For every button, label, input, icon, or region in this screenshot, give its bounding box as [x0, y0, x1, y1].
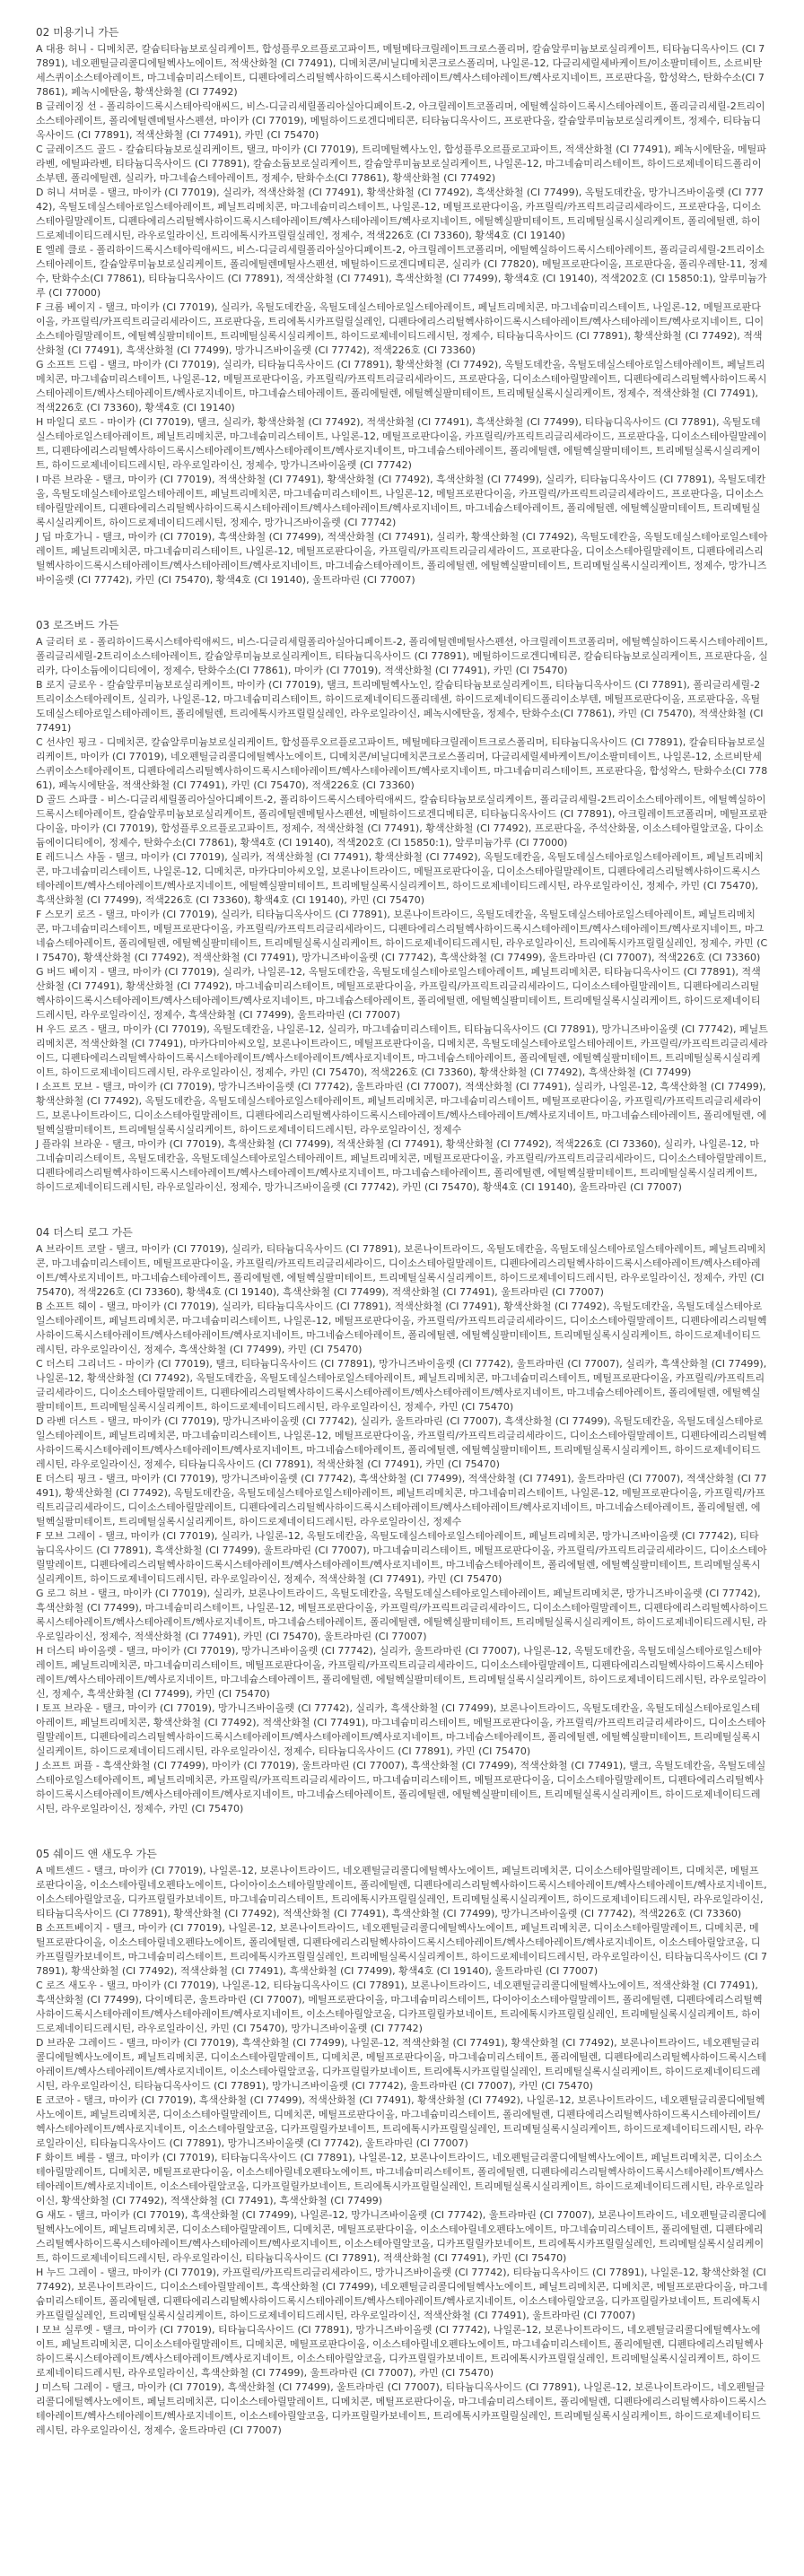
- ingredient-item: J 소프트 퍼플 - 흑색산화철 (CI 77499), 마이카 (CI 77019), 울트라마린 (CI 77007), 흑색산화철 (CI 77499), 적색산화철 (CI 77491), 탤크, 옥틸도데칸올, 옥틸도데실스테아로일스테아레이트, 페닐트리메치콘, 카프릴릭/카프릭트리글리세라이드, 마그네슘미리스테이트, 메틸프로판다이올, 디이소스테아릴말레이트, 디펜타에리스리틸헥사하이드록시스테아레이트/헥사스테아레이트/헥사로지네이트, 마그네슘스테아레이트, 폴리에틸렌, 에틸헥실팔미테이트, 트리메틸실록시실리케이트, 하이드로제네이티드레시틴, 라우로일라이신, 정제수, 카민 (CI 75470): [36, 1760, 766, 1815]
- ingredient-item: E 더스티 핑크 - 탤크, 마이카 (CI 77019), 망가니즈바이올렛 (CI 77742), 흑색산화철 (CI 77499), 적색산화철 (CI 77491), 울트라마린 (CI 77007), 적색산화철 (CI 77491), 황색산화철 (CI 77492), 옥틸도데칸올, 옥틸도데실스테아로일스테아레이트, 페닐트리메치콘, 마그네슘미리스테이트, 나일론-12, 메틸프로판다이올, 카프릴릭/카프릭트리글리세라이드, 디이소스테아릴말레이트, 디펜타에리스리틸헥사하이드록시스테아레이트/헥사스테아레이트/헥사로지네이트, 마그네슘스테아레이트, 폴리에틸렌, 에틸헥실팔미테이트, 트리메틸실록시실리케이트, 하이드로제네이티드레시틴, 라우로일라이신, 정제수: [36, 1473, 767, 1527]
- ingredient-item: D 골드 스파클 - 비스-디글리세릴폴리아실아디페이트-2, 폴리하이드록시스테아릭애씨드, 칼슘티타늄보로실리케이트, 폴리글리세릴-2트리이소스테아레이트, 에틸헥실하이드록시스테아레이트, 칼슘알루미늄보로실리케이트, 폴리에틸렌메틸사스펜션, 메틸하이드로겐디메티콘, 티타늄디옥사이드 (CI 77891), 아크릴레이트코폴리머, 메틸프로판다이올, 마이카 (CI 77019), 합성플루오르플로고파이트, 정제수, 적색산화철 (CI 77491), 황색산화철 (CI 77492), 프로판다올, 주석산화물, 이소스테아릴알코올, 다이소듐에이디티에이, 정제수, 탄화수소(CI 77861), 황색4호 (CI 19140), 적색202호 (CI 15850:1), 알루미늄가루 (CI 77000): [36, 794, 768, 849]
- section-03: [36, 618, 768, 1195]
- ingredient-item: E 코코아 - 탤크, 마이카 (CI 77019), 흑색산화철 (CI 77499), 적색산화철 (CI 77491), 황색산화철 (CI 77492), 나일론-12, 보론나이트라이드, 네오펜틸글리콜디에틸헥사노에이트, 페닐트리메치콘, 디이소스테아릴말레이트, 디메치콘, 메틸프로판다이올, 마그네슘미리스테이트, 폴리에틸렌, 디펜타에리스리틸헥사하이드록시스테아레이트/헥사스테아레이트/헥사로지네이트, 이소스테아릴알코올, 디카프릴릴카보네이트, 트리에톡시카프릴릴실레인, 트리메틸실록시실리케이트, 하이드로제네이티드레시틴, 라우로일라이신, 티타늄디옥사이드 (CI 77891), 망가니즈바이올렛 (CI 77742), 울트라마린 (CI 77007): [36, 2094, 765, 2149]
- section-title: 05 쉐이드 앤 새도우 가든: [36, 1848, 157, 1860]
- ingredient-item: B 소프트베이지 - 탤크, 마이카 (CI 77019), 나일론-12, 보론나이트라이드, 네오펜틸글리콜디에틸헥사노에이트, 페닐트리메치콘, 디이소스테아릴말레이트, 디메치콘, 메틸프로판다이올, 이소스테아릴네오펜타노에이트, 폴리에틸렌, 디펜타에리스리틸헥사하이드록시스테아레이트/헥사스테아레이트/헥사로지네이트, 이소스테아릴알코올, 디카프릴릴카보네이트, 마그네슘미리스테이트, 트리에톡시카프릴릴실레인, 트리메틸실록시실리케이트, 하이드로제네이티드레시틴, 라우로일라이신, 티타늄디옥사이드 (CI 77891), 황색산화철 (CI 77492), 적색산화철 (CI 77491), 흑색산화철 (CI 77499), 황색4호 (CI 19140), 울트라마린 (CI 77007): [36, 1922, 767, 1977]
- ingredient-item: G 소프트 드림 - 탤크, 마이카 (CI 77019), 실리카, 티타늄디옥사이드 (CI 77891), 황색산화철 (CI 77492), 옥틸도데칸올, 옥틸도데실스테아로일스테아레이트, 페닐트리메치콘, 마그네슘미리스테이트, 나일론-12, 메틸프로판다이올, 카프릴릭/카프릭트리글리세라이드, 프로판다올, 디이소스테아릴말레이트, 디펜타에리스리틸헥사하이드록시스테아레이트/헥사스테아레이트/헥사로지네이트, 마그네슘스테아레이트, 폴리에틸렌, 에틸헥실팔미테이트, 트리메틸실록시실리케이트, 정제수, 적색산화철 (CI 77491), 적색226호 (CI 73360), 황색4호 (CI 19140): [36, 359, 767, 413]
- ingredient-item: J 플라워 브라운 - 탤크, 마이카 (CI 77019), 흑색산화철 (CI 77499), 적색산화철 (CI 77491), 황색산화철 (CI 77492), 적색226호 (CI 73360), 실리카, 나일론-12, 마그네슘미리스테이트, 옥틸도데칸올, 옥틸도데실스테아로일스테아레이트, 페닐트리메치콘, 메틸프로판다이올, 카프릴릭/카프릭트리글리세라이드, 디이소스테아릴말레이트, 디펜타에리스리틸헥사하이드록시스테아레이트/헥사스테아레이트/헥사로지네이트, 마그네슘스테아레이트, 폴리에틸렌, 에틸헥실팔미테이트, 트리메틸실록시실리케이트, 하이드로제네이티드레시틴, 라우로일라이신, 정제수, 망가니즈바이올렛 (CI 77742), 카민 (CI 75470), 황색4호 (CI 19140), 울트라마린 (CI 77007): [36, 1138, 767, 1193]
- ingredient-item: C 로즈 새도우 - 탤크, 마이카 (CI 77019), 나일론-12, 티타늄디옥사이드 (CI 77891), 보론나이트라이드, 네오펜틸글리콜디에틸헥사노에이트, 적색산화철 (CI 77491), 흑색산화철 (CI 77499), 다이메티콘, 울트라마린 (CI 77007), 메틸프로판다이올, 마그네슘미리스테이트, 다이아이소스테아릴말레이트, 폴리에틸렌, 디펜타에리스리틸헥사하이드록시스테아레이트/헥사스테아레이트/헥사로지네이트, 이소스테아릴알코올, 디카프릴릴카보네이트, 트리에톡시카프릴릴실레인, 트리메틸실록시실리케이트, 하이드로제네이티드레시틴, 라우로일라이신, 카민 (CI 75470), 망가니즈바이올렛 (CI 77742): [36, 1980, 763, 2034]
- section-02: [36, 25, 768, 587]
- section-05: [36, 1847, 768, 2438]
- ingredient-item: A 브라이트 코랄 - 탤크, 마이카 (CI 77019), 실리카, 티타늄디옥사이드 (CI 77891), 보론나이트라이드, 옥틸도데칸올, 옥틸도데실스테아로일스테아레이트, 페닐트리메치콘, 마그네슘미리스테이트, 메틸프로판다이올, 카프릴릭/카프릭트리글리세라이드, 디이소스테아릴말레이트, 디펜타에리스리틸헥사하이드록시스테아레이트/헥사스테아레이트/헥사로지네이트, 마그네슘스테아레이트, 폴리에틸렌, 에틸헥실팔미테이트, 트리메틸실록시실리케이트, 하이드로제네이티드레시틴, 라우로일라이신, 정제수, 카민 (CI 75470), 적색226호 (CI 73360), 황색4호 (CI 19140), 흑색산화철 (CI 77499), 적색산화철 (CI 77491), 울트라마린 (CI 77007): [36, 1243, 766, 1298]
- ingredient-item: J 미스틱 그레이 - 탤크, 마이카 (CI 77019), 흑색산화철 (CI 77499), 울트라마린 (CI 77007), 티타늄디옥사이드 (CI 77891), 나일론-12, 보론나이트라이드, 네오펜틸글리콜디에틸헥사노에이트, 페닐트리메치콘, 디이소스테아릴말레이트, 디메치콘, 메틸프로판다이올, 마그네슘미리스테이트, 폴리에틸렌, 디펜타에리스리틸헥사하이드록시스테아레이트/헥사스테아레이트/헥사로지네이트, 이소스테아릴알코올, 디카프릴릴카보네이트, 트리에톡시카프릴릴실레인, 트리메틸실록시실리케이트, 하이드로제네이티드레시틴, 라우로일라이신, 정제수, 울트라마린 (CI 77007): [36, 2381, 767, 2436]
- ingredient-item: I 소프트 모브 - 탤크, 마이카 (CI 77019), 망가니즈바이올렛 (CI 77742), 울트라마린 (CI 77007), 적색산화철 (CI 77491), 실리카, 나일론-12, 흑색산화철 (CI 77499), 황색산화철 (CI 77492), 옥틸도데칸올, 옥틸도데실스테아로일스테아레이트, 페닐트리메치콘, 마그네슘미리스테이트, 메틸프로판다이올, 카프릴릭/카프릭트리글리세라이드, 보론나이트라이드, 디이소스테아릴말레이트, 디펜타에리스리틸헥사하이드록시스테아레이트/헥사스테아레이트/헥사로지네이트, 마그네슘스테아레이트, 폴리에틸렌, 에틸헥실팔미테이트, 트리메틸실록시실리케이트, 하이드로제네이티드레시틴, 라우로일라이신, 정제수: [36, 1081, 767, 1136]
- ingredient-item: A 글리터 로 - 폴리하이드록시스테아릭애씨드, 비스-디글리세릴폴리아실아디페이트-2, 폴리에틸렌메틸사스펜션, 아크릴레이트코폴리머, 에틸헥실하이드록시스테아레이트, 폴리글리세릴-2트리이소스테아레이트, 칼슘알루미늄보로실리케이트, 티타늄디옥사이드 (CI 77891), 메틸하이드로겐디메티콘, 칼슘티타늄보로실리케이트, 프로판다올, 실리카, 다이소듐에이디티에이, 정제수, 탄화수소(CI 77861), 마이카 (CI 77019), 적색산화철 (CI 77491), 카민 (CI 75470): [36, 636, 768, 676]
- ingredient-item: H 더스티 바이올렛 - 탤크, 마이카 (CI 77019), 망가니즈바이올렛 (CI 77742), 실리카, 울트라마린 (CI 77007), 나일론-12, 옥틸도데칸올, 옥틸도데실스테아로일스테아레이트, 페닐트리메치콘, 마그네슘미리스테이트, 메틸프로판다이올, 카프릴릭/카프릭트리글리세라이드, 디이소스테아릴말레이트, 디펜타에리스리틸헥사하이드록시스테아레이트/헥사스테아레이트/헥사로지네이트, 마그네슘스테아레이트, 폴리에틸렌, 에틸헥실팔미테이트, 트리메틸실록시실리케이트, 하이드로제네이티드레시틴, 라우로일라이신, 정제수, 흑색산화철 (CI 77499), 카민 (CI 75470): [36, 1645, 767, 1700]
- ingredient-item: E 엘레 클로 - 폴리하이드록시스테아릭애씨드, 비스-디글리세릴폴리아실아디페이트-2, 아크릴레이트코폴리머, 에틸헥실하이드록시스테아레이트, 폴리글리세릴-2트리이소스테아레이트, 칼슘알루미늄보로실리케이트, 폴리에틸렌메틸사스펜션, 메틸하이드로겐디메티콘, 실리카 (CI 77820), 메틸프로판다이올, 프로판다올, 폴리우레탄-11, 정제수, 탄화수소(CI 77861), 티타늄디옥사이드 (CI 77891), 적색산화철 (CI 77491), 흑색산화철 (CI 77499), 황색4호 (CI 19140), 적색202호 (CI 15850:1), 알루미늄가루 (CI 77000): [36, 244, 768, 299]
- section-title: 04 더스티 로그 가든: [36, 1226, 133, 1239]
- ingredient-item: E 레드니스 샤돌 - 탤크, 마이카 (CI 77019), 실리카, 적색산화철 (CI 77491), 황색산화철 (CI 77492), 옥틸도데칸올, 옥틸도데실스테아로일스테아레이트, 페닐트리메치콘, 마그네슘미리스테이트, 나일론-12, 디메치콘, 마카다미아씨오일, 보론나이트라이드, 메틸프로판다이올, 디이소스테아릴말레이트, 디펜타에리스리틸헥사하이드록시스테아레이트/헥사스테아레이트/헥사로지네이트, 에틸헥실팔미테이트, 트리메틸실록시실리케이트, 하이드로제네이티드레시틴, 라우로일라이신, 정제수, 카민 (CI 75470), 흑색산화철 (CI 77499), 적색226호 (CI 73360), 황색4호 (CI 19140), 카민 (CI 75470): [36, 851, 764, 906]
- section-04: [36, 1225, 768, 1816]
- ingredient-item: A 메트센드 - 탤크, 마이카 (CI 77019), 나일론-12, 보론나이트라이드, 네오펜틸글리콜디에틸헥사노에이트, 페닐트리메치콘, 디이소스테아릴말레이트, 디메치콘, 메틸프로판다이올, 이소스테아릴네오펜타노에이트, 다이아이소스테아릴말레이트, 폴리에틸렌, 디펜타에리스리틸헥사하이드록시스테아레이트/헥사스테아레이트/헥사로지네이트, 이소스테아릴알코올, 디카프릴릴카보네이트, 마그네슘미리스테이트, 트리에톡시카프릴릴실레인, 트리메틸실록시실리케이트, 하이드로제네이티드레시틴, 라우로일라이신, 티타늄디옥사이드 (CI 77891), 황색산화철 (CI 77492), 적색산화철 (CI 77491), 흑색산화철 (CI 77499), 망가니즈바이올렛 (CI 77742), 적색226호 (CI 73360): [36, 1865, 767, 1919]
- ingredient-item: H 마일디 로드 - 마이카 (CI 77019), 탤크, 실리카, 황색산화철 (CI 77492), 적색산화철 (CI 77491), 흑색산화철 (CI 77499), 티타늄디옥사이드 (CI 77891), 옥틸도데실스테아로일스테아레이트, 페닐트리메치콘, 마그네슘미리스테이트, 나일론-12, 메틸프로판다이올, 카프릴릭/카프릭트리글리세라이드, 프로판다올, 디이소스테아릴말레이트, 디펜타에리스리틸헥사하이드록시스테아레이트/헥사스테아레이트/헥사로지네이트, 마그네슘스테아레이트, 폴리에틸렌, 에틸헥실팔미테이트, 트리메틸실록시실리케이트, 하이드로제네이티드레시틴, 라우로일라이신, 정제수, 망가니즈바이올렛 (CI 77742): [36, 416, 767, 471]
- ingredient-item: I 마른 브라운 - 탤크, 마이카 (CI 77019), 적색산화철 (CI 77491), 황색산화철 (CI 77492), 흑색산화철 (CI 77499), 실리카, 티타늄디옥사이드 (CI 77891), 옥틸도데칸올, 옥틸도데실스테아로일스테아레이트, 페닐트리메치콘, 마그네슘미리스테이트, 나일론-12, 메틸프로판다이올, 카프릴릭/카프릭트리글리세라이드, 프로판다올, 디이소스테아릴말레이트, 디펜타에리스리틸헥사하이드록시스테아레이트/헥사스테아레이트/헥사로지네이트, 마그네슘스테아레이트, 폴리에틸렌, 에틸헥실팔미테이트, 트리메틸실록시실리케이트, 하이드로제네이티드레시틴, 정제수, 망가니즈바이올렛 (CI 77742): [36, 474, 766, 528]
- ingredient-item: H 우드 로즈 - 탤크, 마이카 (CI 77019), 옥틸도데칸올, 나일론-12, 실리카, 마그네슘미리스테이트, 티타늄디옥사이드 (CI 77891), 망가니즈바이올렛 (CI 77742), 페닐트리메치콘, 적색산화철 (CI 77491), 마카다미아씨오일, 보론나이트라이드, 메틸프로판다이올, 디메치콘, 옥틸도데실스테아로일스테아레이트, 카프릴릭/카프릭트리글리세라이드, 디펜타에리스리틸헥사하이드록시스테아레이트/헥사스테아레이트/헥사로지네이트, 마그네슘스테아레이트, 폴리에틸렌, 에틸헥실팔미테이트, 트리메틸실록시실리케이트, 하이드로제네이티드레시틴, 라우로일라이신, 정제수, 카민 (CI 75470), 적색226호 (CI 73360), 황색산화철 (CI 77492), 흑색산화철 (CI 77499): [36, 1023, 768, 1078]
- section-title: 03 로즈버드 가든: [36, 619, 119, 631]
- ingredient-item: I 토프 브라운 - 탤크, 마이카 (CI 77019), 망가니즈바이올렛 (CI 77742), 실리카, 흑색산화철 (CI 77499), 보론나이트라이드, 옥틸도데칸올, 옥틸도데실스테아로일스테아레이트, 페닐트리메치콘, 황색산화철 (CI 77492), 적색산화철 (CI 77491), 마그네슘미리스테이트, 메틸프로판다이올, 카프릴릭/카프릭트리글리세라이드, 디이소스테아릴말레이트, 디펜타에리스리틸헥사하이드록시스테아레이트/헥사스테아레이트/헥사로지네이트, 마그네슘스테아레이트, 폴리에틸렌, 에틸헥실팔미테이트, 트리메틸실록시실리케이트, 하이드로제네이티드레시틴, 라우로일라이신, 정제수, 티타늄디옥사이드 (CI 77891), 카민 (CI 75470): [36, 1702, 766, 1757]
- ingredient-item: I 모브 실루엣 - 탤크, 마이카 (CI 77019), 티타늄디옥사이드 (CI 77891), 망가니즈바이올렛 (CI 77742), 나일론-12, 보론나이트라이드, 네오펜틸글리콜디에틸헥사노에이트, 페닐트리메치콘, 디이소스테아릴말레이트, 디메치콘, 메틸프로판다이올, 이소스테아릴네오펜타노에이트, 마그네슘미리스테이트, 폴리에틸렌, 디펜타에리스리틸헥사하이드록시스테아레이트/헥사스테아레이트/헥사로지네이트, 이소스테아릴알코올, 디카프릴릴카보네이트, 트리에톡시카프릴릴실레인, 트리메틸실록시실리케이트, 하이드로제네이티드레시틴, 라우로일라이신, 흑색산화철 (CI 77499), 울트라마린 (CI 77007), 카민 (CI 75470): [36, 2324, 764, 2379]
- ingredient-item: C 글레이즈드 골드 - 칼슘티타늄보로실리케이트, 탤크, 마이카 (CI 77019), 트리메틸헥사노인, 합성플루오르플로고파이트, 적색산화철 (CI 77491), 페녹시에탄올, 메틸파라벤, 에틸파라벤, 티타늄디옥사이드 (CI 77891), 칼슘소듐보로실리케이트, 칼슘알루미늄보로실리케이트, 나일론-12, 마그네슘미리스테이트, 하이드로제네이티드폴리이소부텐, 폴리에틸렌, 실리카, 마그네슘스테아레이트, 정제수, 탄화수소(CI 77861), 황색산화철 (CI 77492): [36, 144, 766, 184]
- ingredient-item: F 화이트 베를 - 탤크, 마이카 (CI 77019), 티타늄디옥사이드 (CI 77891), 나일론-12, 보론나이트라이드, 네오펜틸글리콜디에틸헥사노에이트, 페닐트리메치콘, 디이소스테아릴말레이트, 디메치콘, 메틸프로판다이올, 이소스테아릴네오펜타노에이트, 마그네슘미리스테이트, 폴리에틸렌, 디펜타에리스리틸헥사하이드록시스테아레이트/헥사스테아레이트/헥사로지네이트, 이소스테아릴알코올, 디카프릴릴카보네이트, 트리에톡시카프릴릴실레인, 트리메틸실록시실리케이트, 하이드로제네이티드레시틴, 라우로일라이신, 황색산화철 (CI 77492), 적색산화철 (CI 77491), 흑색산화철 (CI 77499): [36, 2152, 764, 2206]
- ingredient-item: J 딥 마호가니 - 탤크, 마이카 (CI 77019), 흑색산화철 (CI 77499), 적색산화철 (CI 77491), 실리카, 황색산화철 (CI 77492), 옥틸도데칸올, 옥틸도데실스테아로일스테아레이트, 페닐트리메치콘, 마그네슘미리스테이트, 나일론-12, 메틸프로판다이올, 카프릴릭/카프릭트리글리세라이드, 프로판다올, 디이소스테아릴말레이트, 디펜타에리스리틸헥사하이드록시스테아레이트/헥사스테아레이트/헥사로지네이트, 마그네슘스테아레이트, 폴리에틸렌, 에틸헥실팔미테이트, 트리메틸실록시실리케이트, 정제수, 망가니즈바이올렛 (CI 77742), 카민 (CI 75470), 황색4호 (CI 19140), 울트라마린 (CI 77007): [36, 531, 768, 586]
- ingredient-item: F 크롬 베이지 - 탤크, 마이카 (CI 77019), 실리카, 옥틸도데칸올, 옥틸도데실스테아로일스테아레이트, 페닐트리메치콘, 마그네슘미리스테이트, 나일론-12, 메틸프로판다이올, 카프릴릭/카프릭트리글리세라이드, 프로판다올, 트리에톡시카프릴릴실레인, 디펜타에리스리틸헥사하이드록시스테아레이트/헥사스테아레이트/헥사로지네이트, 디이소스테아릴말레이트, 에틸헥실팔미테이트, 트리메틸실록시실리케이트, 하이드로제네이티드레시틴, 정제수, 티타늄디옥사이드 (CI 77891), 황색산화철 (CI 77492), 적색산화철 (CI 77491), 흑색산화철 (CI 77499), 망가니즈바이올렛 (CI 77742), 적색226호 (CI 73360): [36, 301, 765, 356]
- ingredient-item: F 모브 그레이 - 탤크, 마이카 (CI 77019), 실리카, 나일론-12, 옥틸도데칸올, 옥틸도데실스테아로일스테아레이트, 페닐트리메치콘, 망가니즈바이올렛 (CI 77742), 티타늄디옥사이드 (CI 77891), 흑색산화철 (CI 77499), 울트라마린 (CI 77007), 마그네슘미리스테이트, 메틸프로판다이올, 카프릴릭/카프릭트리글리세라이드, 디이소스테아릴말레이트, 디펜타에리스리틸헥사하이드록시스테아레이트/헥사스테아레이트/헥사로지네이트, 마그네슘스테아레이트, 폴리에틸렌, 에틸헥실팔미테이트, 트리메틸실록시실리케이트, 하이드로제네이티드레시틴, 라우로일라이신, 정제수, 적색산화철 (CI 77491), 카민 (CI 75470): [36, 1530, 767, 1585]
- section-title: 02 미용기니 가든: [36, 26, 119, 39]
- ingredient-item: F 스모키 로즈 - 탤크, 마이카 (CI 77019), 실리카, 티타늄디옥사이드 (CI 77891), 보론나이트라이드, 옥틸도데칸올, 옥틸도데실스테아로일스테아레이트, 페닐트리메치콘, 마그네슘미리스테이트, 메틸프로판다이올, 카프릴릭/카프릭트리글리세라이드, 디펜타에리스리틸헥사하이드록시스테아레이트/헥사스테아레이트/헥사로지네이트, 마그네슘스테아레이트, 폴리에틸렌, 에틸헥실팔미테이트, 트리메틸실록시실리케이트, 하이드로제네이티드레시틴, 라우로일라이신, 트리에톡시카프릴릴실레인, 정제수, 카민 (CI 75470), 황색산화철 (CI 77492), 적색산화철 (CI 77491), 망가니즈바이올렛 (CI 77742), 흑색산화철 (CI 77499), 울트라마린 (CI 77007), 적색226호 (CI 73360): [36, 909, 768, 963]
- ingredient-item: G 로그 허브 - 탤크, 마이카 (CI 77019), 실리카, 보론나이트라이드, 옥틸도데칸올, 옥틸도데실스테아로일스테아레이트, 페닐트리메치콘, 망가니즈바이올렛 (CI 77742), 흑색산화철 (CI 77499), 마그네슘미리스테이트, 나일론-12, 메틸프로판다이올, 카프릴릭/카프릭트리글리세라이드, 디이소스테아릴말레이트, 디펜타에리스리틸헥사하이드록시스테아레이트/헥사스테아레이트/헥사로지네이트, 마그네슘스테아레이트, 폴리에틸렌, 에틸헥실팔미테이트, 트리메틸실록시실리케이트, 하이드로제네이티드레시틴, 라우로일라이신, 정제수, 적색산화철 (CI 77491), 카민 (CI 75470), 울트라마린 (CI 77007): [36, 1588, 768, 1642]
- ingredient-item: D 브라운 그레이드 - 탤크, 마이카 (CI 77019), 흑색산화철 (CI 77499), 나일론-12, 적색산화철 (CI 77491), 황색산화철 (CI 77492), 보론나이트라이드, 네오펜틸글리콜디에틸헥사노에이트, 페닐트리메치콘, 디이소스테아릴말레이트, 디메치콘, 메틸프로판다이올, 마그네슘미리스테이트, 폴리에틸렌, 디펜타에리스리틸헥사하이드록시스테아레이트/헥사스테아레이트/헥사로지네이트, 이소스테아릴알코올, 디카프릴릴카보네이트, 트리에톡시카프릴릴실레인, 트리메틸실록시실리케이트, 하이드로제네이티드레시틴, 라우로일라이신, 티타늄디옥사이드 (CI 77891), 망가니즈바이올렛 (CI 77742), 울트라마린 (CI 77007), 카민 (CI 75470): [36, 2037, 767, 2092]
- ingredient-item: D 허니 셔머룬 - 탤크, 마이카 (CI 77019), 실리카, 적색산화철 (CI 77491), 황색산화철 (CI 77492), 흑색산화철 (CI 77499), 옥틸도데칸올, 망가니즈바이올렛 (CI 77742), 옥틸도데실스테아로일스테아레이트, 페닐트리메치콘, 마그네슘미리스테이트, 나일론-12, 메틸프로판다이올, 카프릴릭/카프릭트리글리세라이드, 프로판다올, 디이소스테아릴말레이트, 디펜타에리스리틸헥사하이드록시스테아레이트/헥사스테아레이트/헥사로지네이트, 에틸헥실팔미테이트, 트리메틸실록시실리케이트, 폴리에틸렌, 하이드로제네이티드레시틴, 라우로일라이신, 트리에톡시카프릴릴실레인, 정제수, 적색226호 (CI 73360), 황색4호 (CI 19140): [36, 187, 764, 241]
- ingredient-item: B 소프트 헤이 - 탤크, 마이카 (CI 77019), 실리카, 티타늄디옥사이드 (CI 77891), 적색산화철 (CI 77491), 황색산화철 (CI 77492), 옥틸도데칸올, 옥틸도데실스테아로일스테아레이트, 페닐트리메치콘, 마그네슘미리스테이트, 나일론-12, 메틸프로판다이올, 카프릴릭/카프릭트리글리세라이드, 디이소스테아릴말레이트, 디펜타에리스리틸헥사하이드록시스테아레이트/헥사스테아레이트/헥사로지네이트, 마그네슘스테아레이트, 폴리에틸렌, 에틸헥실팔미테이트, 트리메틸실록시실리케이트, 하이드로제네이티드레시틴, 라우로일라이신, 정제수, 흑색산화철 (CI 77499), 카민 (CI 75470): [36, 1301, 767, 1355]
- ingredient-item: G 버드 베이지 - 탤크, 마이카 (CI 77019), 실리카, 나일론-12, 옥틸도데칸올, 옥틸도데실스테아로일스테아레이트, 페닐트리메치콘, 티타늄디옥사이드 (CI 77891), 적색산화철 (CI 77491), 황색산화철 (CI 77492), 마그네슘미리스테이트, 메틸프로판다이올, 카프릴릭/카프릭트리글리세라이드, 디이소스테아릴말레이트, 디펜타에리스리틸헥사하이드록시스테아레이트/헥사스테아레이트/헥사로지네이트, 마그네슘스테아레이트, 폴리에틸렌, 에틸헥실팔미테이트, 트리메틸실록시실리케이트, 하이드로제네이티드레시틴, 라우로일라이신, 정제수, 흑색산화철 (CI 77499), 울트라마린 (CI 77007): [36, 966, 761, 1021]
- ingredient-item: B 로지 글로우 - 칼슘알루미늄보로실리케이트, 마이카 (CI 77019), 탤크, 트리메틸헥사노인, 칼슘티타늄보로실리케이트, 티타늄디옥사이드 (CI 77891), 폴리글리세릴-2트리이소스테아레이트, 실리카, 나일론-12, 마그네슘미리스테이트, 하이드로제네이티드폴리데센, 하이드로제네이티드폴리이소부텐, 메틸프로판다이올, 프로판다올, 옥틸도데실스테아로일스테아레이트, 폴리에틸렌, 트리에톡시카프릴릴실레인, 라우로일라이신, 페녹시에탄올, 정제수, 탄화수소(CI 77861), 카민 (CI 75470), 적색산화철 (CI 77491): [36, 679, 764, 734]
- ingredient-item: C 선샤인 핑크 - 디메치콘, 칼슘알루미늄보로실리케이트, 합성플루오르플로고파이트, 메틸메타크릴레이트크로스폴리머, 티타늄디옥사이드 (CI 77891), 칼슘티타늄보로실리케이트, 마이카 (CI 77019), 네오펜틸글리콜디에틸헥사노에이트, 디메치콘/비닐디메치콘크로스폴리머, 다글리세릴세바케이트/이소팔미테이트, 나일론-12, 소르비탄세스퀴이소스테아레이트, 디펜타에리스리틸헥사하이드록시스테아레이트/헥사스테아레이트/헥사로지네이트, 마그네슘미리스테이트, 프로판다올, 합성왁스, 탄화수소(CI 77861), 페녹시에탄올, 적색산화철 (CI 77491), 카민 (CI 75470), 적색226호 (CI 73360): [36, 736, 768, 791]
- ingredient-item: C 더스티 그리너드 - 마이카 (CI 77019), 탤크, 티타늄디옥사이드 (CI 77891), 망가니즈바이올렛 (CI 77742), 울트라마린 (CI 77007), 실리카, 흑색산화철 (CI 77499), 나일론-12, 황색산화철 (CI 77492), 옥틸도데칸올, 옥틸도데실스테아로일스테아레이트, 페닐트리메치콘, 마그네슘미리스테이트, 메틸프로판다이올, 카프릴릭/카프릭트리글리세라이드, 디이소스테아릴말레이트, 디펜타에리스리틸헥사하이드록시스테아레이트/헥사스테아레이트/헥사로지네이트, 마그네슘스테아레이트, 폴리에틸렌, 에틸헥실팔미테이트, 트리메틸실록시실리케이트, 하이드로제네이티드레시틴, 라우로일라이신, 정제수, 카민 (CI 75470): [36, 1358, 767, 1413]
- ingredient-item: D 라벤 더스트 - 탤크, 마이카 (CI 77019), 망가니즈바이올렛 (CI 77742), 실리카, 울트라마린 (CI 77007), 흑색산화철 (CI 77499), 옥틸도데칸올, 옥틸도데실스테아로일스테아레이트, 페닐트리메치콘, 마그네슘미리스테이트, 나일론-12, 메틸프로판다이올, 카프릴릭/카프릭트리글리세라이드, 디이소스테아릴말레이트, 디펜타에리스리틸헥사하이드록시스테아레이트/헥사스테아레이트/헥사로지네이트, 마그네슘스테아레이트, 폴리에틸렌, 에틸헥실팔미테이트, 트리메틸실록시실리케이트, 하이드로제네이티드레시틴, 라우로일라이신, 정제수, 티타늄디옥사이드 (CI 77891), 적색산화철 (CI 77491), 카민 (CI 75470): [36, 1415, 767, 1470]
- ingredient-item: G 섀도 - 탤크, 마이카 (CI 77019), 흑색산화철 (CI 77499), 나일론-12, 망가니즈바이올렛 (CI 77742), 울트라마린 (CI 77007), 보론나이트라이드, 네오펜틸글리콜디에틸헥사노에이트, 페닐트리메치콘, 디이소스테아릴말레이트, 디메치콘, 메틸프로판다이올, 이소스테아릴네오펜타노에이트, 마그네슘미리스테이트, 폴리에틸렌, 디펜타에리스리틸헥사하이드록시스테아레이트/헥사스테아레이트/헥사로지네이트, 이소스테아릴알코올, 디카프릴릴카보네이트, 트리에톡시카프릴릴실레인, 트리메틸실록시실리케이트, 하이드로제네이티드레시틴, 라우로일라이신, 티타늄디옥사이드 (CI 77891), 적색산화철 (CI 77491), 카민 (CI 75470): [36, 2209, 767, 2264]
- ingredient-item: A 대용 허니 - 디메치콘, 칼슘티타늄보로실리케이트, 합성플루오르플로고파이트, 메틸메타크릴레이트크로스폴리머, 칼슘알루미늄보로실리케이트, 티타늄디옥사이드 (CI 77891), 네오펜틸글리콜디에틸헥사노에이트, 적색산화철 (CI 77491), 디메치콘/비닐디메치콘크로스폴리머, 나일론-12, 다글리세릴세바케이트/이소팔미테이트, 소르비탄세스퀴이소스테아레이트, 마그네슘미리스테이트, 디펜타에리스리틸헥사하이드록시스테아레이트/헥사스테아레이트/헥사로지네이트, 프로판다올, 합성왁스, 탄화수소(CI 77861), 페녹시에탄올, 황색산화철 (CI 77492): [36, 43, 765, 98]
- ingredient-item: B 글레이징 선 - 폴리하이드록시스테아릭애씨드, 비스-디글리세릴폴리아실아디페이트-2, 아크릴레이트코폴리머, 에틸헥실하이드록시스테아레이트, 폴리글리세릴-2트리이소스테아레이트, 폴리에틸렌메틸사스펜션, 마이카 (CI 77019), 메틸하이드로겐디메티콘, 티타늄디옥사이드, 프로판다올, 칼슘알루미늄보로실리케이트, 정제수, 티타늄디옥사이드 (CI 77891), 적색산화철 (CI 77491), 카민 (CI 75470): [36, 100, 765, 141]
- ingredient-item: H 누드 그레이 - 탤크, 마이카 (CI 77019), 카프릴릭/카프릭트리글리세라이드, 망가니즈바이올렛 (CI 77742), 티타늄디옥사이드 (CI 77891), 나일론-12, 황색산화철 (CI 77492), 보론나이트라이드, 디이소스테아릴말레이트, 흑색산화철 (CI 77499), 네오펜틸글리콜디에틸헥사노에이트, 페닐트리메치콘, 디메치콘, 메틸프로판다이올, 마그네슘미리스테이트, 폴리에틸렌, 디펜타에리스리틸헥사하이드록시스테아레이트/헥사스테아레이트/헥사로지네이트, 이소스테아릴알코올, 디카프릴릴카보네이트, 트리에톡시카프릴릴실레인, 트리메틸실록시실리케이트, 하이드로제네이티드레시틴, 라우로일라이신, 적색산화철 (CI 77491), 울트라마린 (CI 77007): [36, 2267, 768, 2321]
